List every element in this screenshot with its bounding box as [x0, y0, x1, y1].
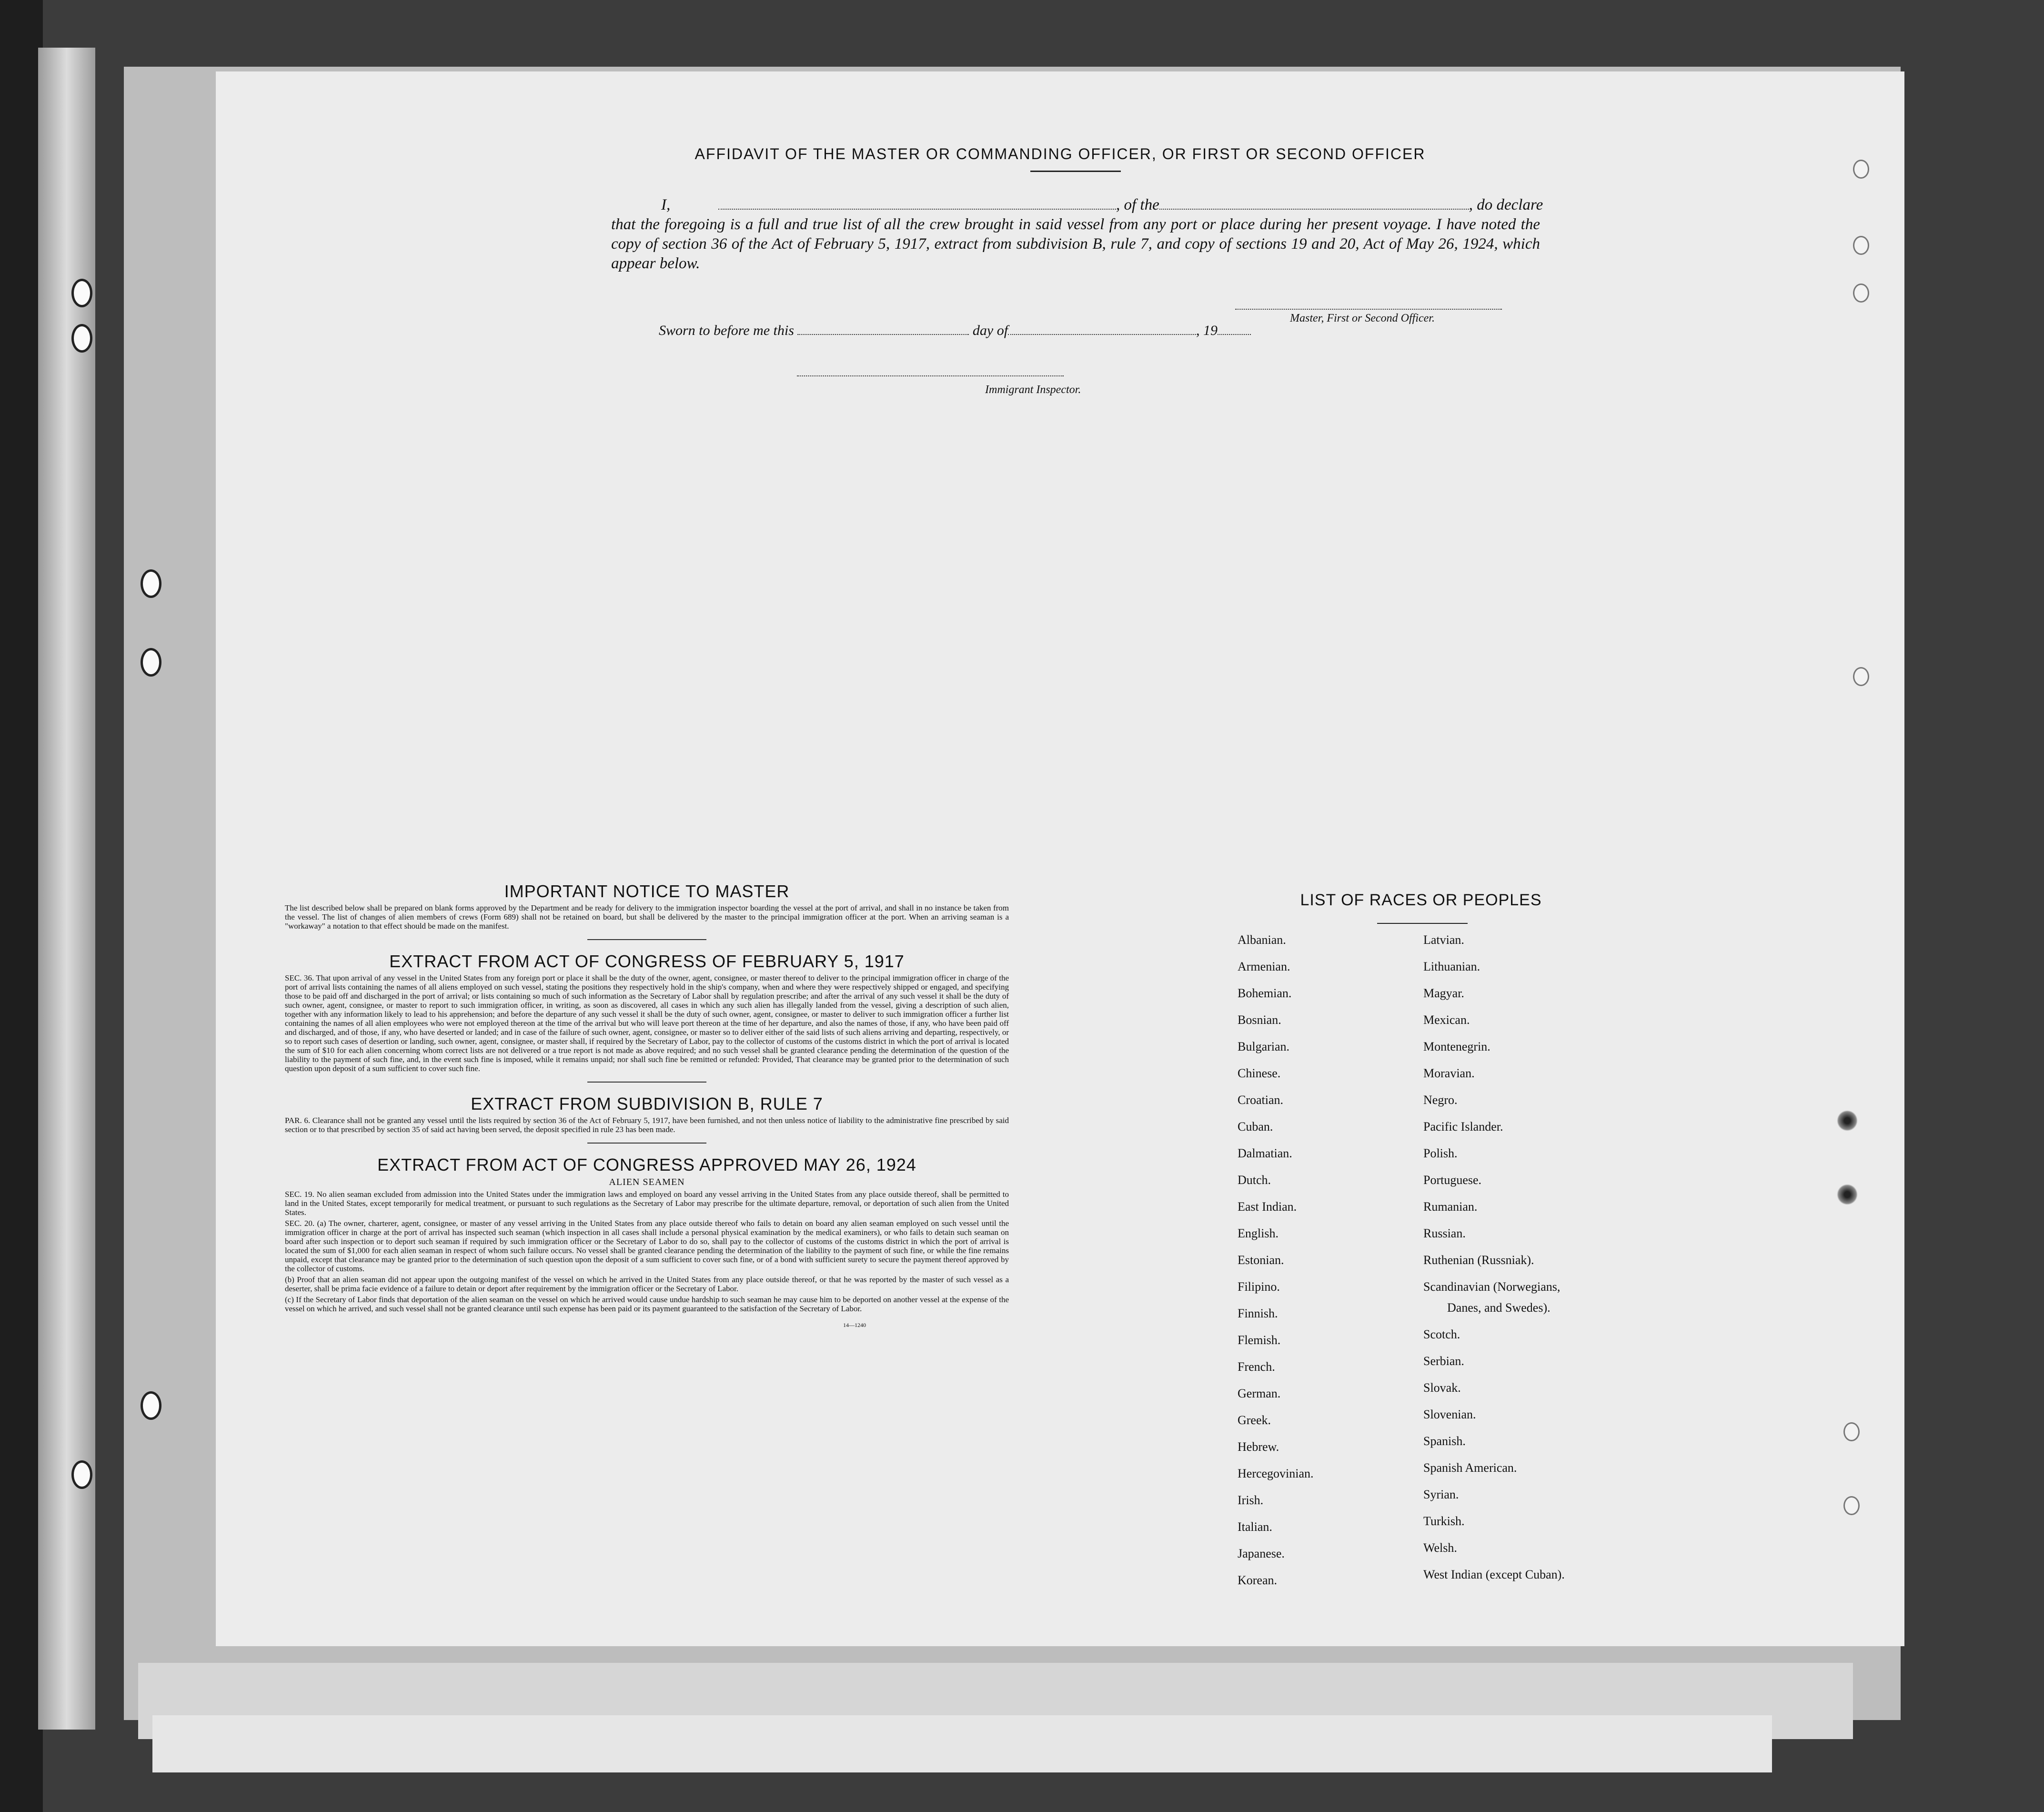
sec20c-text: (c) If the Secretary of Labor finds that deportation of the alien seaman on the vessel on which he arrived would cause undue hardship to such seaman he may cause him to be deported on another vessel at the expense of the vessel on which he arrived, and such vessel shall not be granted clearance until such expense has been paid or its payment guaranteed to the satisfaction of the Secretary of Labor.	[285, 1295, 1009, 1313]
extract2-text: PAR. 6. Clearance shall not be granted any vessel until the lists required by section 36 of the Act of February 5, 1917, have been furnished, and not then unless notice of liability to the administrative fine prescribed by said section or to that prescribed by section 35 of said act having been served, the deposit specified in rule 23 has been made.	[285, 1116, 1009, 1134]
race-item: Hercegovinian.	[1238, 1467, 1314, 1480]
form-number: 14—1240	[843, 1322, 866, 1328]
vessel-name-field[interactable]	[1159, 196, 1469, 210]
punch-hole	[1853, 160, 1869, 179]
race-item: Flemish.	[1238, 1333, 1281, 1347]
sworn-month-field[interactable]	[1008, 322, 1196, 335]
extract1-text: SEC. 36. That upon arrival of any vessel in the United States from any foreign port or place it shall be the duty of the owner, agent, consignee, or master thereof to deliver to the principal immigration officer in charge of the port of arrival lists containing the names of all aliens employed on such vessel, stating the positions they respectively hold in the ship's company, when and where they were respectively shipped or engaged, and specifying those to be paid off and discharged in the port of arrival; or lists containing so much of such information as the Secretary of Labor shall by regulation prescribe; and after the arrival of any such vessel it shall be the duty of such owner, agent, consignee, or master to report to such immigration officer, in writing, as soon as discovered, all cases in which any such alien has illegally landed from the vessel, giving a description of such alien, together with any information likely to lead to his apprehension; and before the departure of any such vessel it shall be the duty of such owner, agent, consignee, or master to deliver to such immigration officer a further list containing the names of all alien employees who were not employed thereon at the time of the arrival but who will leave port thereon at the time of her departure, and also the names of those, if any, who have been paid off and discharged, and of those, if any, who have deserted or landed; and in case of the failure of such owner, agent, consignee, or master so to deliver either of the said lists of such aliens arriving and departing, respectively, or so to report such cases of desertion or landing, such owner, agent, consignee, or master shall, if required by the Secretary of Labor, pay to the collector of customs of the customs district in which the port of arrival is located the sum of $10 for each alien concerning whom correct lists are not delivered or a true report is not made as above required; and no such vessel shall be granted clearance pending the determination of the question of the liability to the payment of such fine, and, in the event such fine is imposed, while it remains unpaid; nor shall such fine be remitted or refunded: Provided, That clearance may be granted prior to the determination of such question upon deposit of a sum sufficient to cover such fine.	[285, 973, 1009, 1073]
race-item: Albanian.	[1238, 933, 1286, 947]
race-item: English.	[1238, 1226, 1279, 1240]
race-item: Spanish American.	[1423, 1461, 1517, 1475]
notice-text: The list described below shall be prepared on blank forms approved by the Department and be ready for delivery to the immigration inspector boarding the vessel at the port of arrival, and shall in no instance be taken from the vessel. The list of changes of alien members of crews (Form 689) shall not be retained on board, but shall be delivered by the master to the principal immigration officer at the port. When an arriving seaman is a "workaway" a notation to that effect should be made on the manifest.	[285, 903, 1009, 931]
race-item: Dutch.	[1238, 1173, 1271, 1187]
race-item: Finnish.	[1238, 1306, 1278, 1320]
race-item: Portuguese.	[1423, 1173, 1482, 1187]
sworn-statement	[659, 322, 1251, 339]
race-item: Montenegrin.	[1423, 1040, 1490, 1053]
year-label: , 19	[1196, 323, 1218, 338]
race-item: East Indian.	[1238, 1200, 1297, 1214]
affidavit-title: AFFIDAVIT OF THE MASTER OR COMMANDING OFFICER, OR FIRST OR SECOND OFFICER	[695, 145, 1426, 162]
race-item: Estonian.	[1238, 1253, 1284, 1267]
race-item: Latvian.	[1423, 933, 1464, 947]
legal-notices	[285, 881, 1009, 1329]
sec20a-text: SEC. 20. (a) The owner, charterer, agent, consignee, or master of any vessel arriving in the United States from any place outside thereof who fails to detain on board any alien seaman employed on such vessel until the immigration officer in charge at the port of arrival has inspected such seaman (which inspection in all cases shall include a personal physical examination by the medical examiners), or who fails to detain such seaman on board after such inspection or to deport such seaman if required by such immigration officer or the Secretary of Labor to do so, shall pay to the collector of customs of the customs district in which the port of arrival is located the sum of $1,000 for each alien seaman in respect of whom such failure occurs. No vessel shall be granted clearance pending the determination of the liability to the payment of such fine, or while the fine remains unpaid, except that clearance may be granted prior to the determination of such question upon the deposit of a sum sufficient to cover such fine, or of a bond with sufficient surety to secure the payment thereof approved by the collector of customs.	[285, 1219, 1009, 1273]
race-item: Slovenian.	[1423, 1407, 1476, 1421]
race-item: Japanese.	[1238, 1547, 1285, 1560]
race-item: Syrian.	[1423, 1488, 1459, 1501]
stain-mark	[1837, 1110, 1858, 1131]
extract2-title: EXTRACT FROM SUBDIVISION B, RULE 7	[471, 1094, 823, 1114]
race-item: Italian.	[1238, 1520, 1272, 1534]
race-item: Scandinavian (Norwegians,	[1423, 1280, 1561, 1294]
extract1-title: EXTRACT FROM ACT OF CONGRESS OF FEBRUARY 5, 1917	[389, 952, 905, 971]
race-item: Dalmatian.	[1238, 1146, 1292, 1160]
affidavit-i: I,	[661, 196, 671, 213]
punch-hole	[1843, 1422, 1860, 1441]
punch-hole	[141, 569, 161, 598]
race-item: Welsh.	[1423, 1541, 1457, 1555]
inspector-signature-line[interactable]	[797, 375, 1064, 376]
race-item: Filipino.	[1238, 1280, 1280, 1294]
race-item: Moravian.	[1423, 1066, 1475, 1080]
race-item: Irish.	[1238, 1493, 1264, 1507]
race-item: Scotch.	[1423, 1327, 1460, 1341]
divider	[587, 1143, 706, 1144]
race-item: Russian.	[1423, 1226, 1466, 1240]
punch-hole	[1843, 1496, 1860, 1515]
officer-name-field[interactable]	[718, 196, 1116, 210]
race-item: Cuban.	[1238, 1120, 1273, 1134]
race-item: Ruthenian (Russniak).	[1423, 1253, 1534, 1267]
sworn-year-field[interactable]	[1218, 322, 1251, 335]
race-item: Mexican.	[1423, 1013, 1470, 1027]
master-signature-line[interactable]	[1235, 309, 1502, 310]
document-page	[216, 71, 1904, 1646]
race-item: Bulgarian.	[1238, 1040, 1290, 1053]
race-item: Pacific Islander.	[1423, 1120, 1503, 1134]
race-item: West Indian (except Cuban).	[1423, 1568, 1565, 1581]
punch-hole	[1853, 283, 1869, 303]
race-item: Armenian.	[1238, 960, 1290, 973]
race-item: Negro.	[1423, 1093, 1458, 1107]
sworn-before-label: Sworn to before me this	[659, 323, 794, 338]
race-item: Danes, and Swedes).	[1447, 1301, 1551, 1315]
race-item: Croatian.	[1238, 1093, 1284, 1107]
race-item: Chinese.	[1238, 1066, 1281, 1080]
day-of-label: day of	[972, 323, 1008, 338]
race-item: Spanish.	[1423, 1434, 1466, 1448]
sec20b-text: (b) Proof that an alien seaman did not appear upon the outgoing manifest of the vessel on which he arrived in the United States from any place outside thereof, or that he was reported by the master of such vessel as a deserter, shall be prima facie evidence of a failure to detain or deport after requirement by the immigration officer or the Secretary of Labor.	[285, 1275, 1009, 1293]
race-item: Magyar.	[1423, 986, 1464, 1000]
master-signature-label: Master, First or Second Officer.	[1290, 312, 1435, 324]
extract3-subtitle: ALIEN SEAMEN	[609, 1177, 685, 1187]
stain-mark	[1837, 1184, 1858, 1205]
scan-left-edge	[0, 0, 43, 1812]
divider	[587, 939, 706, 940]
punch-hole	[71, 279, 92, 307]
extract3-title: EXTRACT FROM ACT OF CONGRESS APPROVED MAY 26, 1924	[377, 1155, 916, 1174]
affidavit-body: that the foregoing is a full and true list of all the crew brought in said vessel from any port or place during her present voyage. I have noted the copy of section 36 of the Act of February 5, 1917, extract from subdivision B, rule 7, and copy of sections 19 and 20, Act of May 26, 1924, which appear below.	[611, 216, 1540, 272]
race-item: Slovak.	[1423, 1381, 1461, 1395]
affidavit-of-the: , of the	[1116, 196, 1159, 213]
race-item: Korean.	[1238, 1573, 1278, 1587]
underlying-sheet-bottom	[152, 1715, 1772, 1772]
race-item: Polish.	[1423, 1146, 1458, 1160]
punch-hole	[141, 648, 161, 677]
sworn-day-field[interactable]	[797, 322, 969, 335]
race-item: Bosnian.	[1238, 1013, 1281, 1027]
race-item: French.	[1238, 1360, 1275, 1374]
race-item: Lithuanian.	[1423, 960, 1480, 973]
notice-title: IMPORTANT NOTICE TO MASTER	[504, 881, 790, 901]
race-item: Rumanian.	[1423, 1200, 1478, 1214]
punch-hole	[1853, 236, 1869, 255]
race-item: Serbian.	[1423, 1354, 1464, 1368]
title-underline	[1030, 171, 1121, 172]
punch-hole	[1853, 667, 1869, 686]
punch-hole	[71, 1460, 92, 1489]
affidavit-do-declare: , do declare	[1469, 196, 1543, 213]
race-item: Bohemian.	[1238, 986, 1292, 1000]
race-item: German.	[1238, 1387, 1281, 1400]
punch-hole	[71, 324, 92, 353]
races-title: LIST OF RACES OR PEOPLES	[1300, 891, 1542, 909]
race-item: Greek.	[1238, 1413, 1271, 1427]
races-title-underline	[1377, 923, 1468, 924]
sec19-text: SEC. 19. No alien seaman excluded from admission into the United States under the immigration laws and employed on board any vessel arriving in the United States from any place outside thereof, shall be permitted to land in the United States, except temporarily for medical treatment, or pursuant to such regulations as the Secretary of Labor may prescribe for the ultimate departure, removal, or deportation of such alien from the United States.	[285, 1190, 1009, 1217]
affidavit-text	[611, 195, 1543, 273]
race-item: Hebrew.	[1238, 1440, 1279, 1454]
punch-hole	[141, 1391, 161, 1420]
race-item: Turkish.	[1423, 1514, 1465, 1528]
divider	[587, 1082, 706, 1083]
inspector-label: Immigrant Inspector.	[985, 384, 1081, 396]
